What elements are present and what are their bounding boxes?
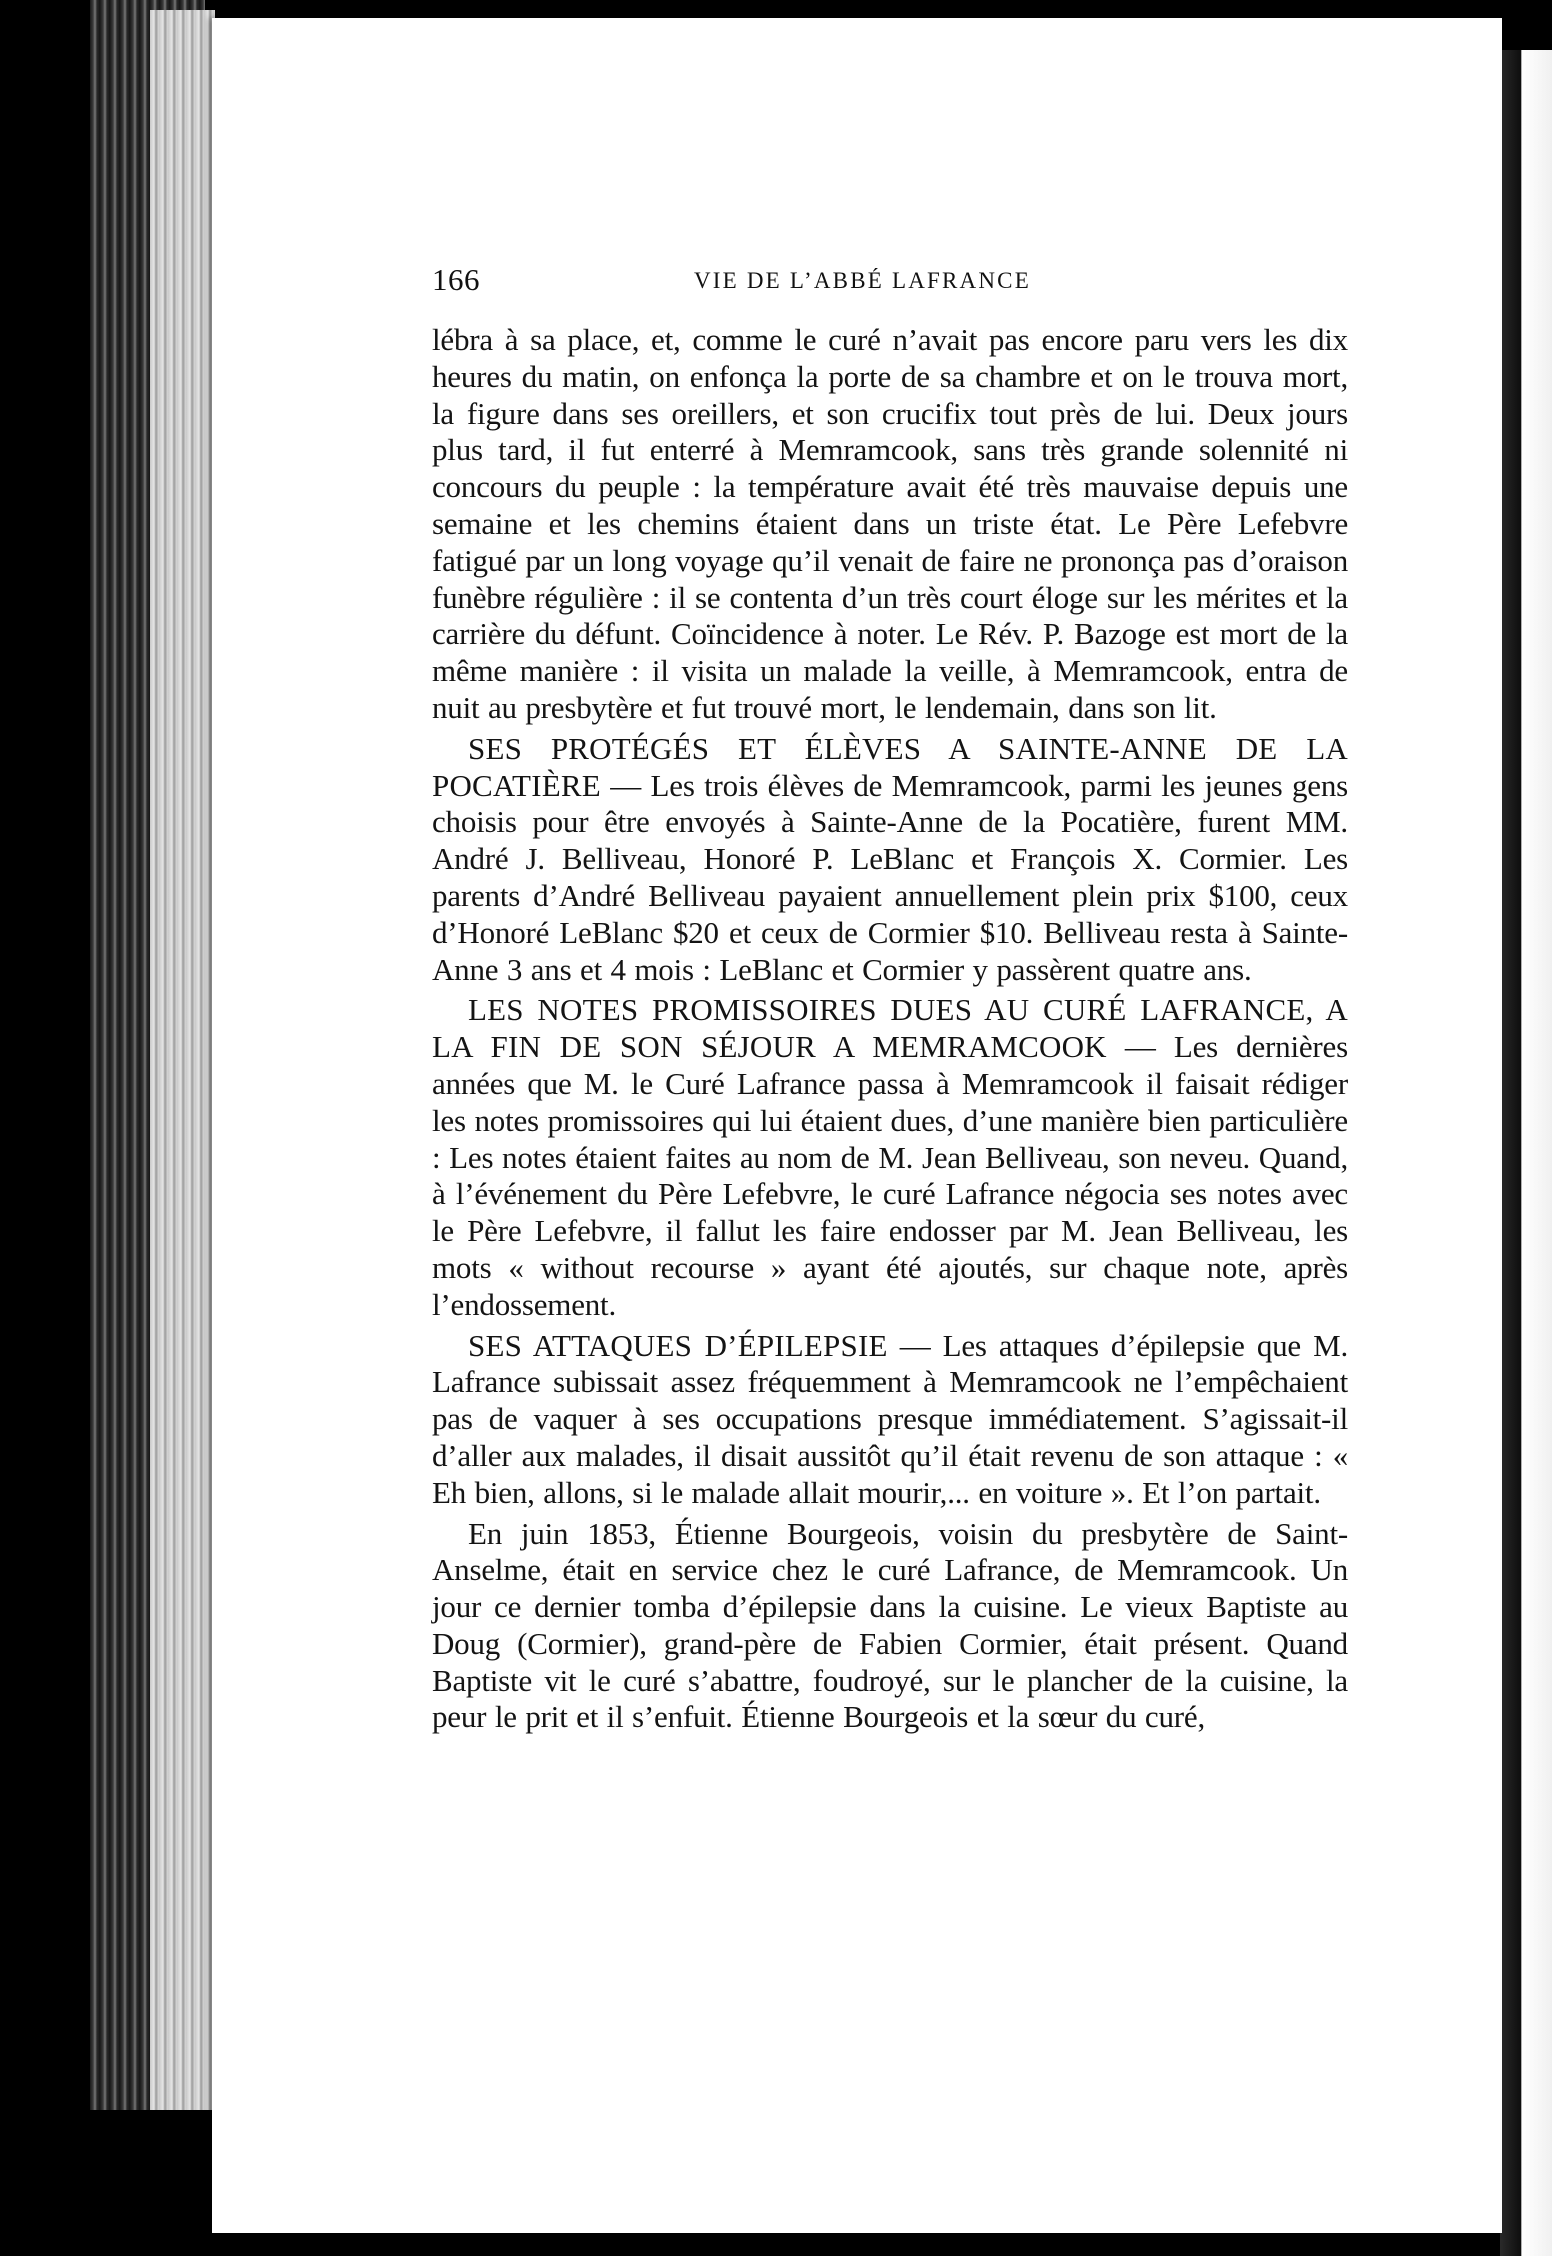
paragraph-proteges (432, 731, 1348, 989)
facing-page-edge (1500, 50, 1552, 2256)
body-text (432, 322, 1348, 1740)
book-page-edges (150, 10, 215, 2110)
paragraph-text: — Les attaques d’épilepsie que M. Lafrance subissait assez fréquemment à Memramcook ne l’empêchaient pas de vaquer à ses occupations presque immédiatement. S’agissait-il d’aller aux malades, il disait aussitôt qu’il était revenu de son attaque : « Eh bien, allons, si le malade allait mourir,... en voiture ». Et l’on partait. (432, 1327, 1348, 1510)
running-head: VIE DE L’ABBÉ LAFRANCE (694, 268, 1031, 293)
paragraph-epilepsie (432, 1328, 1348, 1512)
paragraph-text: lébra à sa place, et, comme le curé n’avait pas encore paru vers les dix heures du matin, on enfonça la porte de sa chambre et on le trouva mort, la figure dans ses oreillers, et son crucifix tout près de lui. Deux jours plus tard, il fut enterré à Memramcook, sans très grande solennité ni concours du peuple : la température avait été très mauvaise depuis une semaine et les chemins étaient dans un triste état. Le Père Lefebvre fatigué par un long voyage qu’il venait de faire ne prononça pas d’oraison funèbre régulière : il se contenta d’un très court éloge sur les mérites et la carrière du défunt. Coïncidence à noter. Le Rév. P. Bazoge est mort de la même manière : il visita un malade la veille, à Memramcook, entra de nuit au presbytère et fut trouvé mort, le lendemain, dans son lit. (432, 322, 1348, 725)
paragraph-notes-promissoires (432, 992, 1348, 1323)
paragraph-juin-1853 (432, 1516, 1348, 1737)
page-number: 166 (432, 262, 480, 297)
paragraph-text: — Les trois élèves de Memramcook, parmi les jeunes gens choisis pour être envoyés à Sainte-Anne de la Pocatière, furent MM. André J. Belliveau, Honoré P. LeBlanc et François X. Cormier. Les parents d’André Belliveau payaient annuellement plein prix $100, ceux d’Honoré LeBlanc $20 et ceux de Cormier $10. Belliveau resta à Sainte-Anne 3 ans et 4 mois : LeBlanc et Cormier y passèrent quatre ans. (432, 767, 1348, 987)
paragraph-continuation (432, 322, 1348, 727)
paragraph-text: En juin 1853, Étienne Bourgeois, voisin du presbytère de Saint-Anselme, était en service chez le curé Lafrance, de Memramcook. Un jour ce dernier tomba d’épilepsie dans la cuisine. Le vieux Baptiste au Doug (Cormier), grand-père de Fabien Cormier, était présent. Quand Baptiste vit le curé s’abattre, foudroyé, sur le plancher de la cuisine, la peur le prit et il s’enfuit. Étienne Bourgeois et la sœur du curé, (432, 1515, 1348, 1735)
section-heading: SES PROTÉGÉS ET ÉLÈVES A SAINTE-ANNE DE LA POCATIÈRE (432, 730, 1348, 803)
paragraph-text: — Les dernières années que M. le Curé Lafrance passa à Memramcook il faisait rédiger les notes promissoires qui lui étaient dues, d’une manière bien particulière : Les notes étaient faites au nom de M. Jean Belliveau, son neveu. Quand, à l’événement du Père Lefebvre, le curé Lafrance négocia ses notes avec le Père Lefebvre, il fallut les faire endosser par M. Jean Belliveau, les mots « without recourse » ayant été ajoutés, sur chaque note, après l’endossement. (432, 1029, 1348, 1322)
page-header (432, 262, 1088, 302)
section-heading: LES NOTES PROMISSOIRES DUES AU CURÉ LAFRANCE, A LA FIN DE SON SÉJOUR A MEMRAMCOOK (432, 992, 1348, 1065)
section-heading: SES ATTAQUES D’ÉPILEPSIE (468, 1327, 888, 1363)
